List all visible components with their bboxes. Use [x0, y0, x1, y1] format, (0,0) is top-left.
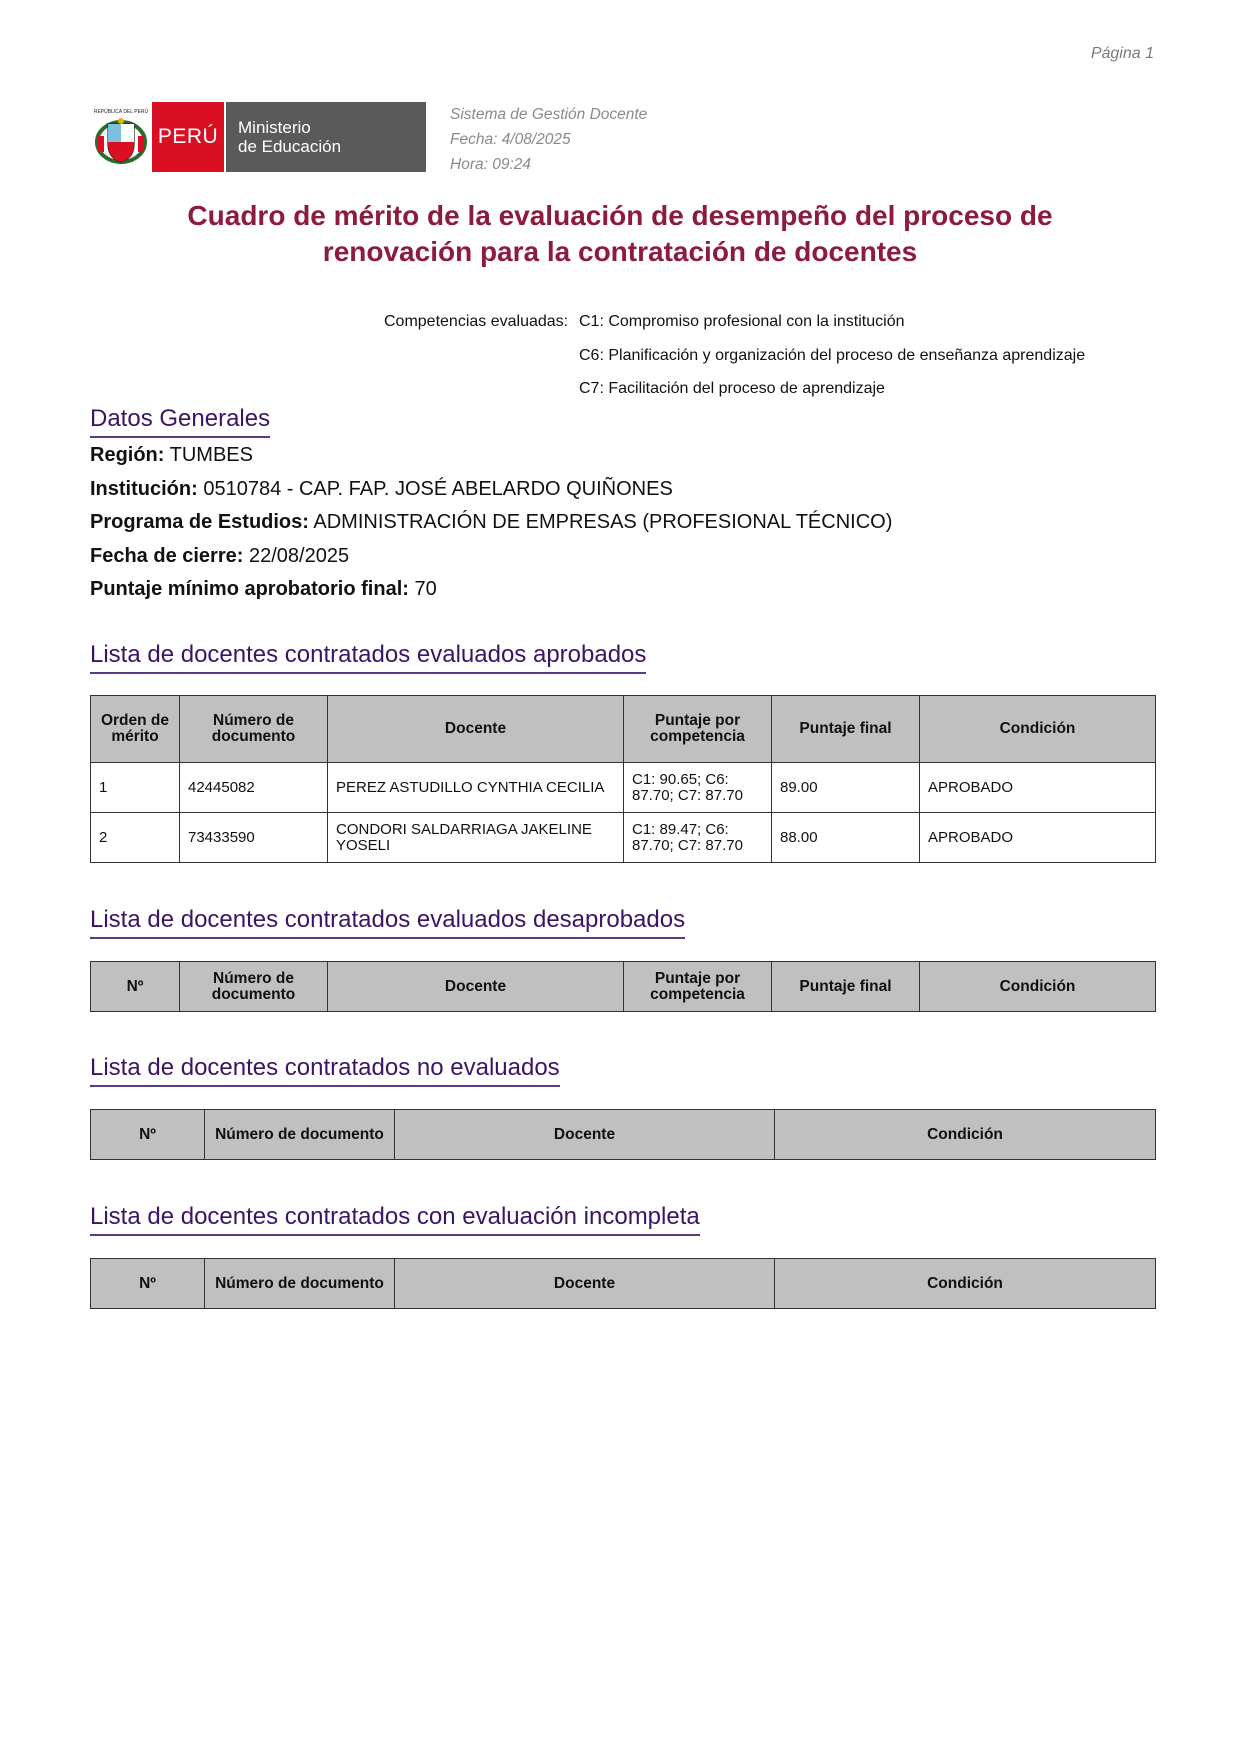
failed-table: [90, 961, 1156, 1012]
column-header: Docente: [328, 962, 624, 1012]
field-label: Puntaje mínimo aprobatorio final:: [90, 578, 409, 600]
column-header: Puntaje final: [772, 962, 920, 1012]
column-header: Nº: [91, 962, 180, 1012]
ministry-name: [226, 102, 426, 172]
page-number: Página 1: [1090, 45, 1154, 62]
field-closing-date: [90, 545, 349, 568]
competency-c1: C1: Compromiso profesional con la institución: [579, 313, 905, 330]
column-header: Docente: [395, 1110, 775, 1160]
field-value: 0510784 - CAP. FAP. JOSÉ ABELARDO QUIÑONES: [203, 478, 673, 500]
cell-order: 2: [91, 813, 180, 863]
field-label: Fecha de cierre:: [90, 545, 244, 567]
column-header: Docente: [328, 696, 624, 763]
peru-brand: PERÚ: [152, 102, 224, 172]
column-header: Condición: [920, 962, 1156, 1012]
field-region: [90, 444, 253, 467]
table-header-row: [91, 962, 1156, 1012]
field-label: Programa de Estudios:: [90, 511, 309, 533]
column-header: Número de documento: [205, 1259, 395, 1309]
cell-condition: APROBADO: [920, 763, 1156, 813]
column-header: Nº: [91, 1259, 205, 1309]
report-time: Hora: 09:24: [450, 156, 531, 173]
column-header: Condición: [920, 696, 1156, 763]
field-value: ADMINISTRACIÓN DE EMPRESAS (PROFESIONAL TÉCNICO): [313, 511, 893, 533]
column-header: Nº: [91, 1110, 205, 1160]
cell-teacher: CONDORI SALDARRIAGA JAKELINE YOSELI: [328, 813, 624, 863]
incomplete-section-title: Lista de docentes contratados con evaluación incompleta: [90, 1203, 700, 1236]
field-label: Región:: [90, 444, 165, 466]
svg-text:REPÚBLICA DEL PERÚ: REPÚBLICA DEL PERÚ: [94, 109, 148, 115]
column-header: Condición: [775, 1110, 1156, 1160]
competency-c7: C7: Facilitación del proceso de aprendizaje: [579, 380, 885, 397]
failed-section-title: Lista de docentes contratados evaluados desaprobados: [90, 906, 685, 939]
table-header-row: [91, 1259, 1156, 1309]
cell-final-score: 88.00: [772, 813, 920, 863]
competency-c6: C6: Planificación y organización del proceso de enseñanza aprendizaje: [579, 347, 1086, 364]
cell-order: 1: [91, 763, 180, 813]
field-institution: [90, 478, 673, 501]
table-row: [91, 813, 1156, 863]
column-header: Número de documento: [205, 1110, 395, 1160]
system-info: [450, 102, 647, 177]
column-header: Número de documento: [180, 962, 328, 1012]
field-min-score: [90, 578, 437, 601]
ministry-logo: [90, 102, 426, 172]
table-header-row: [91, 696, 1156, 763]
cell-document: 42445082: [180, 763, 328, 813]
column-header: Puntaje por competencia: [624, 962, 772, 1012]
field-value: 70: [414, 578, 437, 600]
incomplete-table: [90, 1258, 1156, 1309]
column-header: Número de documento: [180, 696, 328, 763]
page-title: [90, 198, 1150, 270]
table-row: [91, 763, 1156, 813]
cell-final-score: 89.00: [772, 763, 920, 813]
field-label: Institución:: [90, 478, 198, 500]
field-value: 22/08/2025: [248, 545, 350, 567]
ministry-line-1: Ministerio: [238, 118, 311, 137]
table-header-row: [91, 1110, 1156, 1160]
approved-section-title: Lista de docentes contratados evaluados aprobados: [90, 641, 646, 674]
column-header: Condición: [775, 1259, 1156, 1309]
cell-condition: APROBADO: [920, 813, 1156, 863]
cell-competency-score: C1: 90.65; C6: 87.70; C7: 87.70: [624, 763, 772, 813]
column-header: Puntaje por competencia: [624, 696, 772, 763]
competencies-label: Competencias evaluadas:: [384, 313, 569, 330]
report-date: Fecha: 4/08/2025: [450, 131, 571, 148]
general-data-title: Datos Generales: [90, 405, 270, 438]
field-program: [90, 511, 892, 534]
title-line-2: renovación para la contratación de docentes: [322, 236, 918, 267]
cell-competency-score: C1: 89.47; C6: 87.70; C7: 87.70: [624, 813, 772, 863]
column-header: Docente: [395, 1259, 775, 1309]
field-value: TUMBES: [169, 444, 253, 466]
system-name: Sistema de Gestión Docente: [450, 106, 648, 123]
not-evaluated-table: [90, 1109, 1156, 1160]
cell-teacher: PEREZ ASTUDILLO CYNTHIA CECILIA: [328, 763, 624, 813]
column-header: Orden de mérito: [91, 696, 180, 763]
title-line-1: Cuadro de mérito de la evaluación de desempeño del proceso de: [187, 200, 1053, 231]
approved-table: [90, 695, 1156, 863]
not-evaluated-section-title: Lista de docentes contratados no evaluados: [90, 1054, 560, 1087]
cell-document: 73433590: [180, 813, 328, 863]
ministry-line-2: de Educación: [238, 137, 342, 156]
column-header: Puntaje final: [772, 696, 920, 763]
coat-of-arms-icon: [90, 102, 152, 172]
